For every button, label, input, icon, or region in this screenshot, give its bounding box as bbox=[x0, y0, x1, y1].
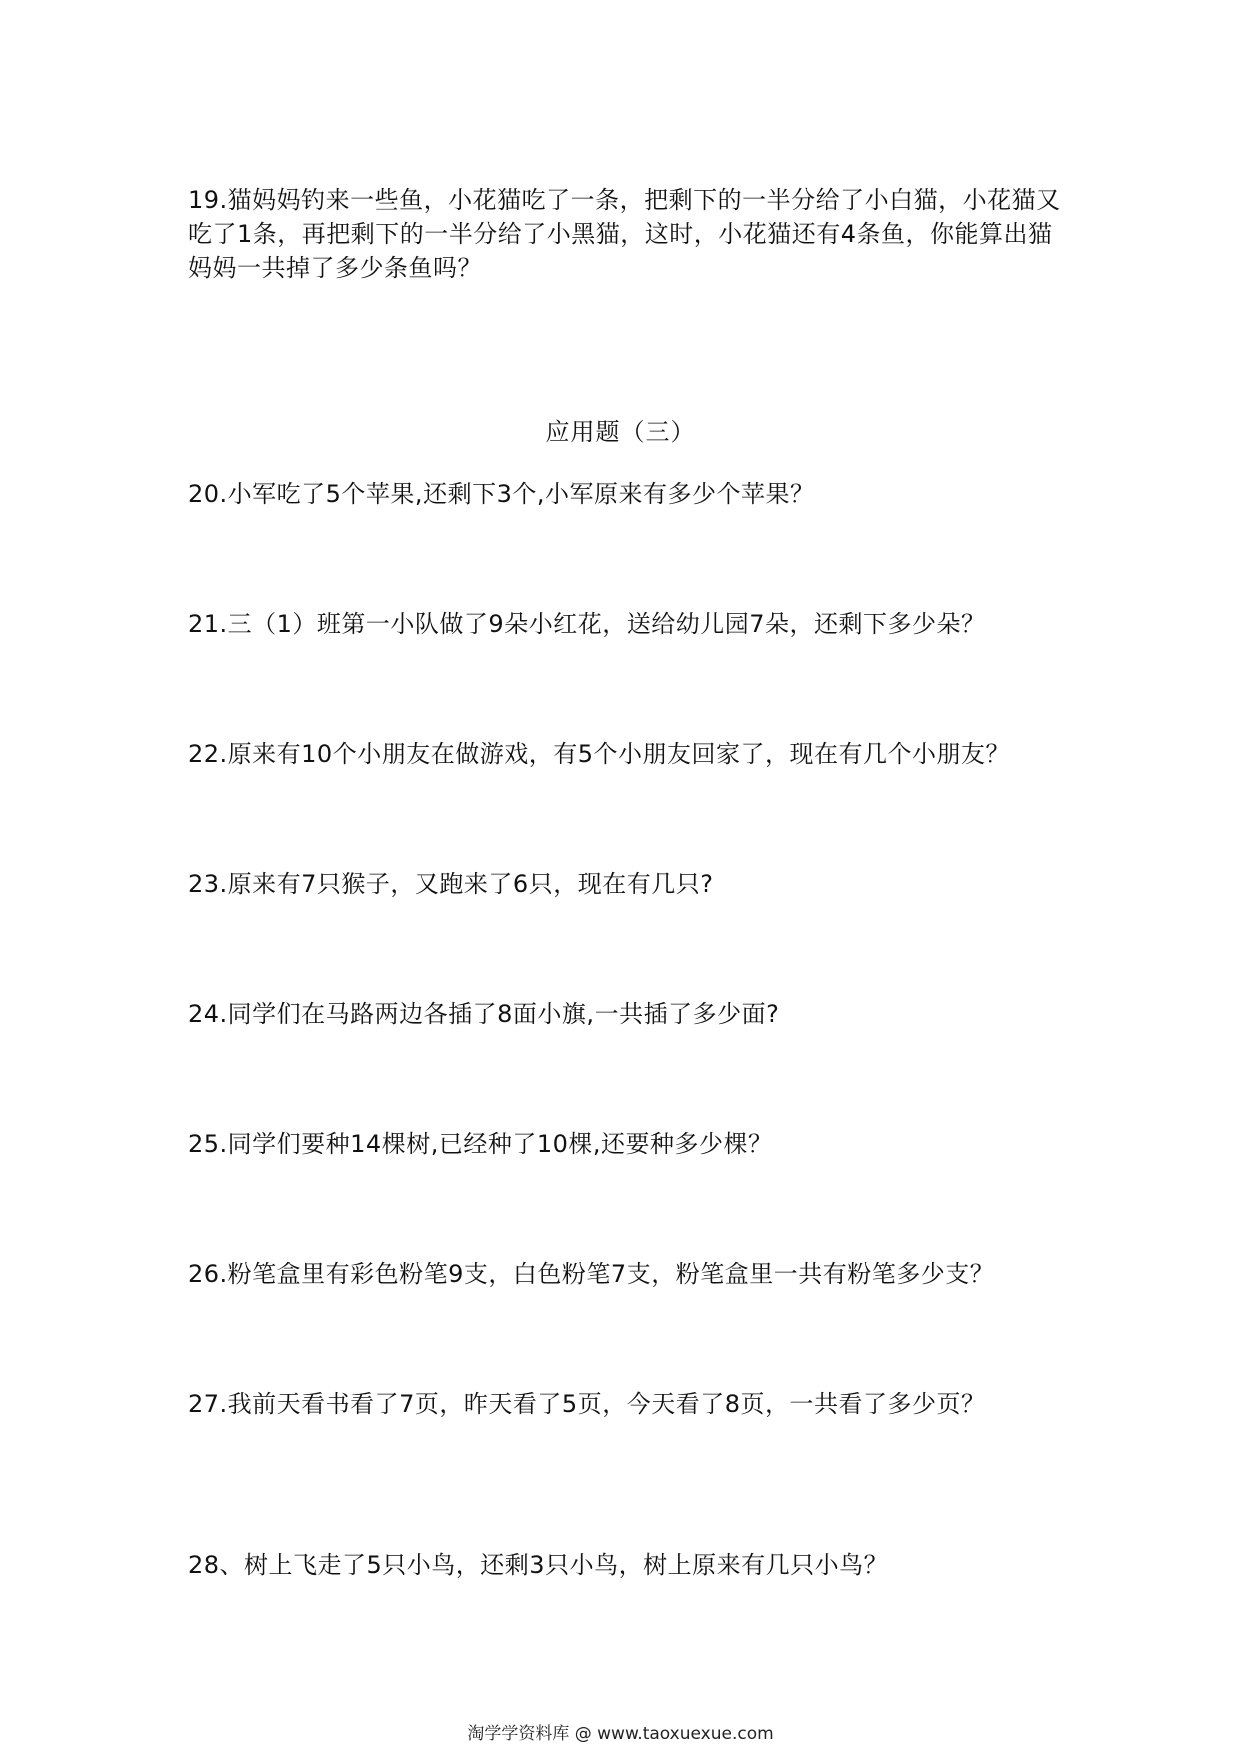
question-28: 28、树上飞走了5只小鸟，还剩3只小鸟，树上原来有几只小鸟？ bbox=[188, 1551, 889, 1579]
question-22: 22.原来有10个小朋友在做游戏，有5个小朋友回家了，现在有几个小朋友？ bbox=[188, 740, 1010, 768]
question-21: 21.三（1）班第一小队做了9朵小红花，送给幼儿园7朵，还剩下多少朵？ bbox=[188, 610, 986, 638]
question-23: 23.原来有7只猴子，又跑来了6只，现在有几只? bbox=[188, 870, 714, 898]
section-title: 应用题（三） bbox=[545, 418, 696, 446]
question-26: 26.粉笔盒里有彩色粉笔9支，白色粉笔7支，粉笔盒里一共有粉笔多少支？ bbox=[188, 1260, 995, 1288]
question-24: 24.同学们在马路两边各插了8面小旗,一共插了多少面? bbox=[188, 1000, 780, 1028]
footer-watermark: 淘学学资料库 @ www.taoxuexue.com bbox=[467, 1724, 774, 1744]
question-19: 19.猫妈妈钓来一些鱼，小花猫吃了一条，把剩下的一半分给了小白猫，小花猫又吃了1条，再把剩下的一半分给了小黑猫，这时，小花猫还有4条鱼，你能算出猫妈妈一共掉了多少条鱼吗？ bbox=[188, 186, 1061, 282]
question-25: 25.同学们要种14棵树,已经种了10棵,还要种多少棵？ bbox=[188, 1130, 773, 1158]
question-27: 27.我前天看书看了7页，昨天看了5页，今天看了8页，一共看了多少页？ bbox=[188, 1390, 986, 1418]
question-20: 20.小军吃了5个苹果,还剩下3个,小军原来有多少个苹果？ bbox=[188, 480, 815, 508]
